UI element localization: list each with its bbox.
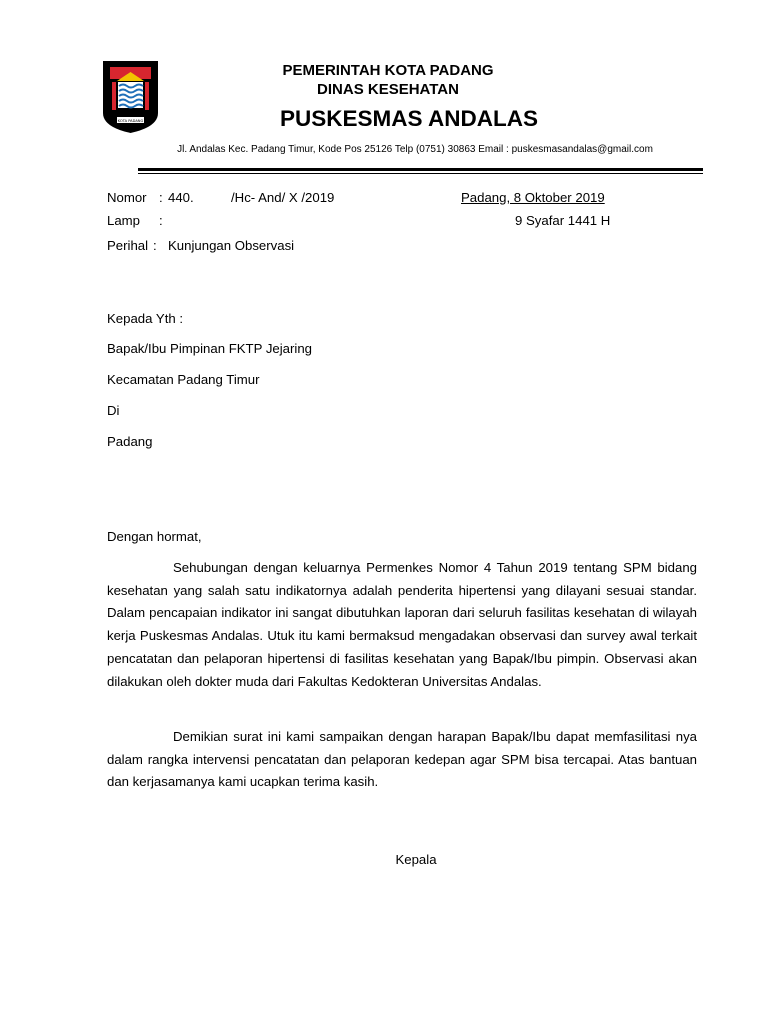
recipient-line-3: Kecamatan Padang Timur (107, 372, 260, 387)
recipient-line-1: Kepada Yth : (107, 311, 184, 326)
letterhead-address: Jl. Andalas Kec. Padang Timur, Kode Pos 25126 Telp (0751) 30863 Email : puskesmasandalas@gmail.com (177, 144, 653, 155)
body-paragraph-2: Demikian surat ini kami sampaikan dengan harapan Bapak/Ibu dapat memfasilitasi nya dalam rangka intervensi pencatatan dan pelaporan kedepan agar SPM bisa tercapai. Atas bantuan dan kerjasamanya kami ucapkan terima kasih. (107, 729, 697, 790)
svg-text:KOTA PADANG: KOTA PADANG (117, 118, 144, 123)
letterhead-divider-thick (138, 168, 703, 171)
letterhead-divider-thin (138, 173, 703, 174)
salutation: Dengan hormat, (107, 529, 202, 544)
attachment-label: Lamp (107, 213, 140, 228)
number-label: Nomor (107, 190, 147, 205)
number-colon: : (159, 190, 163, 205)
number-code: /Hc- And/ X /2019 (231, 190, 335, 205)
government-heading: PEMERINTAH KOTA PADANG (282, 62, 494, 79)
padang-coat-of-arms-logo (103, 61, 158, 133)
subject-value: Kunjungan Observasi (168, 238, 295, 253)
number-value: 440. (168, 190, 194, 205)
letter-date-hijri: 9 Syafar 1441 H (515, 213, 611, 228)
signatory-title: Kepala (395, 852, 437, 867)
recipient-line-4: Di (107, 403, 120, 418)
recipient-line-5: Padang (107, 434, 153, 449)
attachment-colon: : (159, 213, 163, 228)
department-heading: DINAS KESEHATAN (317, 81, 459, 98)
subject-colon: : (153, 238, 157, 253)
letter-date-gregorian: Padang, 8 Oktober 2019 (461, 190, 605, 205)
subject-label: Perihal (107, 238, 149, 253)
organization-heading: PUSKESMAS ANDALAS (280, 106, 538, 131)
recipient-line-2: Bapak/Ibu Pimpinan FKTP Jejaring (107, 341, 313, 356)
body-paragraph-1: Sehubungan dengan keluarnya Permenkes Nomor 4 Tahun 2019 tentang SPM bidang kesehatan yang salah satu indikatornya adalah penderita hipertensi yang dilayani sesuai standar. Dalam pencapaian indikator ini sangat dibutuhkan laporan dari seluruh fasilitas kesehatan di wilayah kerja Puskesmas Andalas. Utuk itu kami bermaksud mengadakan observasi dan survey awal terkait pencatatan dan pelaporan hipertensi di fasilitas kesehatan yang Bapak/Ibu pimpin. Observasi akan dilakukan oleh dokter muda dari Fakultas Kedokteran Universitas Andalas. (107, 560, 697, 689)
